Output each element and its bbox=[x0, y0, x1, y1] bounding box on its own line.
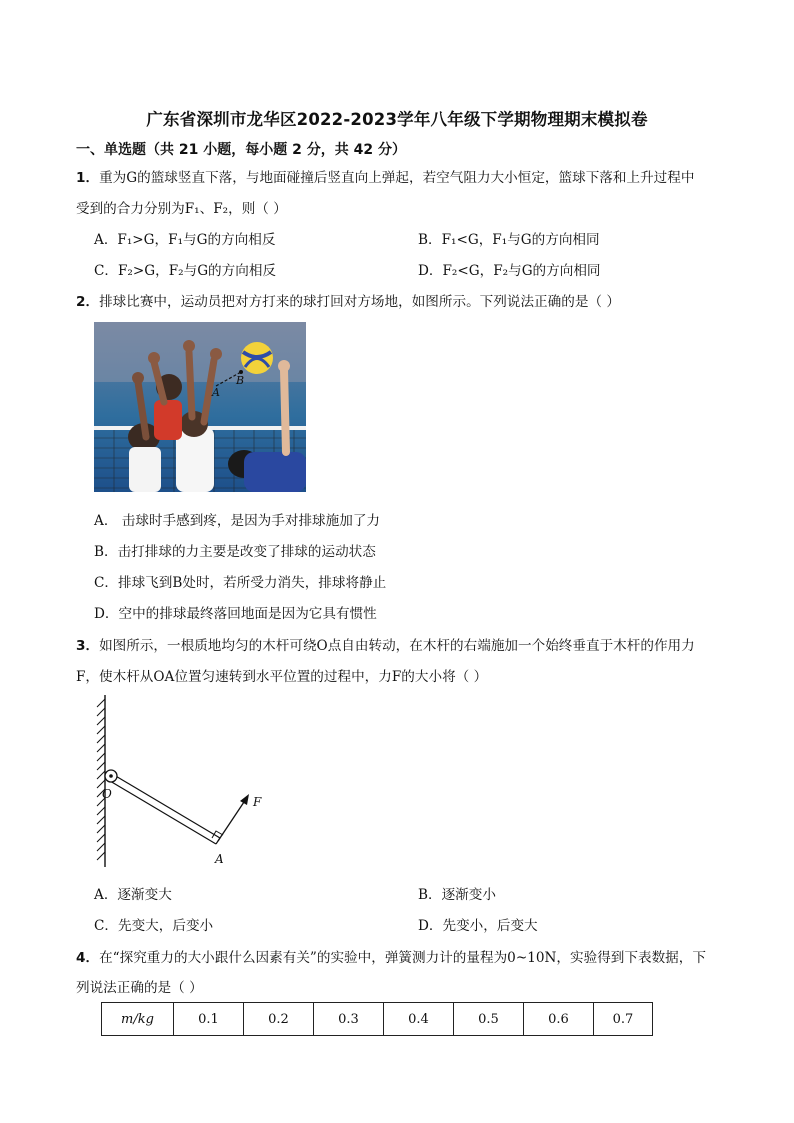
question-3-text: 如图所示，一根质地均匀的木杆可绕O点自由转动，在木杆的右端施加一个始终垂直于木杆的作用力 bbox=[99, 638, 695, 654]
question-4-text: 在“探究重力的大小跟什么因素有关”的实验中，弹簧测力计的量程为0~10N，实验得到下表数据，下 bbox=[99, 950, 706, 966]
table-cell: 0.7 bbox=[594, 1003, 653, 1036]
question-4-line-1 bbox=[76, 946, 706, 966]
volleyball-photo bbox=[94, 322, 306, 492]
table-cell: 0.3 bbox=[314, 1003, 384, 1036]
question-4-line-2: 列说法正确的是（ ） bbox=[76, 980, 203, 996]
question-2-option-d[interactable]: D．空中的排球最终落回地面是因为它具有惯性 bbox=[94, 606, 377, 622]
question-3-line-2: F，使木杆从OA位置匀速转到水平位置的过程中，力F的大小将（ ） bbox=[76, 669, 488, 685]
question-3-number: 3． bbox=[76, 638, 100, 654]
question-2-option-a[interactable]: A． 击球时手感到疼，是因为手对排球施加了力 bbox=[94, 513, 381, 529]
table-cell: 0.2 bbox=[244, 1003, 314, 1036]
table-cell: 0.5 bbox=[454, 1003, 524, 1036]
question-2-number: 2． bbox=[76, 294, 100, 310]
point-a-label: A bbox=[212, 386, 220, 399]
question-2-option-c[interactable]: C．排球飞到B处时，若所受力消失，排球将静止 bbox=[94, 575, 387, 591]
question-3-line-1 bbox=[76, 634, 695, 654]
point-b-label: B bbox=[236, 374, 245, 387]
question-3-option-d[interactable]: D．先变小，后变大 bbox=[418, 918, 538, 934]
question-3-option-b[interactable]: B．逐渐变小 bbox=[418, 887, 496, 903]
question-3-option-c[interactable]: C．先变大，后变小 bbox=[94, 918, 214, 934]
table-cell: 0.1 bbox=[174, 1003, 244, 1036]
question-4-number: 4． bbox=[76, 950, 100, 966]
question-2-text: 排球比赛中，运动员把对方打来的球打回对方场地，如图所示。下列说法正确的是（ ） bbox=[99, 294, 620, 310]
question-1-number: 1． bbox=[76, 170, 100, 186]
question-3-option-a[interactable]: A．逐渐变大 bbox=[94, 887, 172, 903]
question-1-text: 重为G的篮球竖直下落，与地面碰撞后竖直向上弹起，若空气阻力大小恒定，篮球下落和上升过程中 bbox=[99, 170, 695, 186]
question-1-line-1 bbox=[76, 166, 694, 186]
section-heading: 一、单选题（共 21 小题，每小题 2 分，共 42 分） bbox=[76, 142, 406, 158]
question-1-line-2: 受到的合力分别为F₁、F₂，则（ ） bbox=[76, 201, 287, 217]
pivot-o-label: O bbox=[102, 787, 112, 801]
mass-data-table bbox=[101, 1002, 653, 1036]
table-row bbox=[102, 1003, 653, 1036]
question-1-option-a[interactable]: A．F₁>G，F₁与G的方向相反 bbox=[94, 232, 276, 248]
table-cell: 0.4 bbox=[384, 1003, 454, 1036]
lever-diagram bbox=[88, 695, 278, 870]
end-a-label: A bbox=[215, 852, 224, 866]
page-title: 广东省深圳市龙华区2022-2023学年八年级下学期物理期末模拟卷 bbox=[146, 110, 648, 129]
table-cell: 0.6 bbox=[524, 1003, 594, 1036]
force-f-label: F bbox=[253, 795, 262, 809]
question-2-line-1 bbox=[76, 290, 620, 310]
question-1-option-d[interactable]: D．F₂<G，F₂与G的方向相同 bbox=[418, 263, 601, 279]
question-1-option-c[interactable]: C．F₂>G，F₂与G的方向相反 bbox=[94, 263, 277, 279]
question-1-option-b[interactable]: B．F₁<G，F₁与G的方向相同 bbox=[418, 232, 600, 248]
question-2-option-b[interactable]: B．击打排球的力主要是改变了排球的运动状态 bbox=[94, 544, 376, 560]
table-header-cell: m/kg bbox=[102, 1003, 174, 1036]
